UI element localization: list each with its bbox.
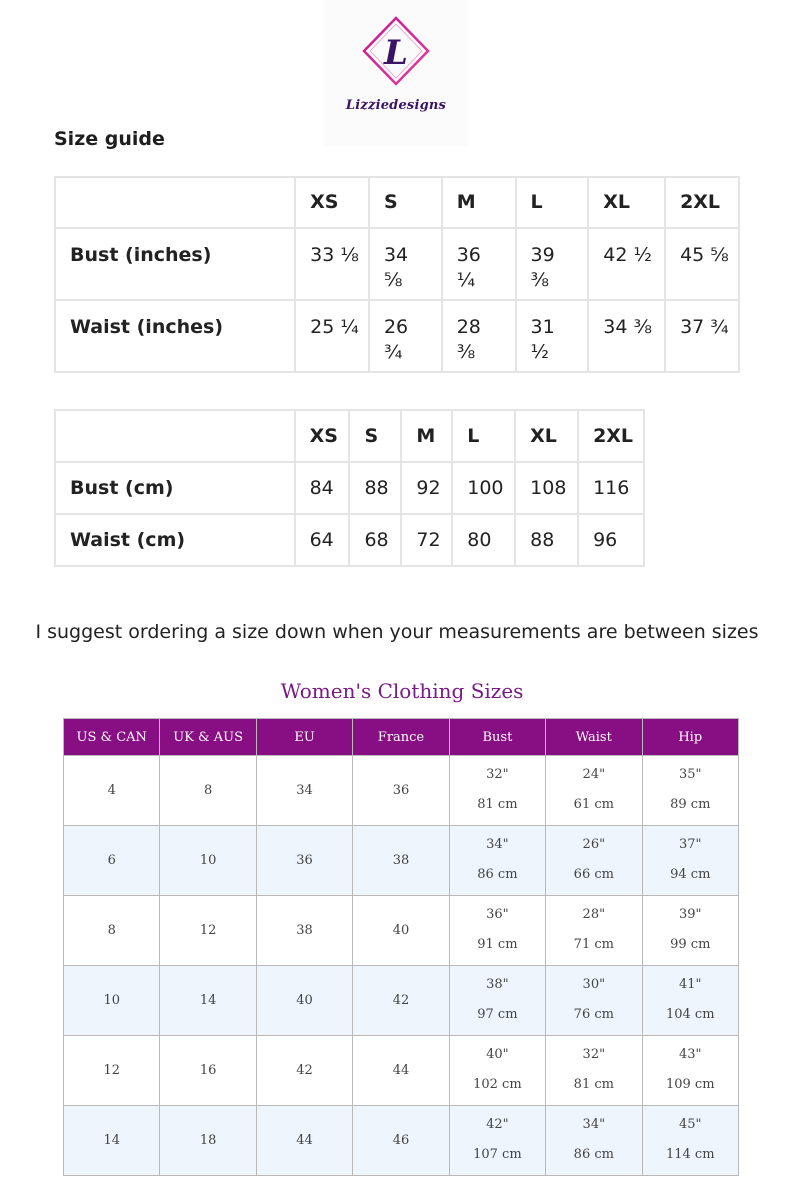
measure-inches: 37" — [679, 837, 702, 852]
measure-cm: 89 cm — [670, 797, 711, 812]
measure-inches: 26" — [582, 837, 606, 852]
table-cell: 108 — [515, 462, 578, 514]
table-cell: 34 — [256, 756, 352, 826]
table-cell — [546, 1036, 642, 1106]
header-cell — [55, 177, 295, 228]
table-row — [55, 228, 739, 300]
brand-logo — [324, 0, 468, 146]
table-row — [64, 896, 739, 966]
sizing-note: I suggest ordering a size down when your measurements are between sizes — [35, 621, 759, 643]
measure-inches: 35" — [679, 767, 702, 782]
measure-cm: 99 cm — [670, 937, 711, 952]
measure-inches: 24" — [582, 767, 606, 782]
table-cell: 72 — [401, 514, 452, 566]
table-cell: 12 — [64, 1036, 160, 1106]
table-cell: 44 — [353, 1036, 449, 1106]
table-row — [55, 300, 739, 372]
table-cell — [642, 896, 738, 966]
header-cell: 2XL — [665, 177, 739, 228]
table-cell: 33 ⅛ — [295, 228, 369, 300]
measure-cm: 71 cm — [573, 937, 614, 952]
table-cell: 10 — [160, 826, 256, 896]
measure-cm: 104 cm — [665, 1007, 715, 1022]
measure-inches: 45" — [679, 1117, 702, 1132]
measure-inches: 43" — [679, 1047, 702, 1062]
table-cell: 8 — [160, 756, 256, 826]
table-cell: 42 ½ — [588, 228, 665, 300]
table-cell: 116 — [578, 462, 644, 514]
measure-cm: 86 cm — [573, 1147, 614, 1162]
table-cell — [642, 966, 738, 1036]
table-cell: 96 — [578, 514, 644, 566]
table-row — [64, 1036, 739, 1106]
logo-letter: L — [384, 33, 408, 73]
header-cell: L — [452, 410, 515, 462]
table-cell: 40 — [353, 896, 449, 966]
measure-cm: 102 cm — [473, 1077, 522, 1092]
table-cell — [449, 966, 545, 1036]
header-cell: XS — [295, 410, 350, 462]
logo-diamond-icon — [324, 0, 468, 146]
table-row — [55, 462, 644, 514]
header-cell: US & CAN — [64, 719, 160, 756]
measure-cm: 109 cm — [665, 1077, 715, 1092]
table-cell: 80 — [452, 514, 515, 566]
table-cell: 42 — [256, 1036, 352, 1106]
table-cell: 88 — [515, 514, 578, 566]
table-cell — [449, 1036, 545, 1106]
table-cell: 88 — [349, 462, 401, 514]
measure-cm: 107 cm — [473, 1147, 522, 1162]
measure-inches: 41" — [679, 977, 702, 992]
table-cell: 100 — [452, 462, 515, 514]
table-cell — [642, 756, 738, 826]
table-cell: 37 ¾ — [665, 300, 739, 372]
header-cell: M — [401, 410, 452, 462]
table-header-row — [55, 410, 644, 462]
table-cell: 36 — [256, 826, 352, 896]
size-guide-title: Size guide — [54, 128, 165, 150]
table-cell — [642, 1106, 738, 1176]
table-header-row — [64, 719, 739, 756]
table-cell — [449, 1106, 545, 1176]
measure-cm: 81 cm — [573, 1077, 614, 1092]
table-cell: 40 — [256, 966, 352, 1036]
table-cell: 4 — [64, 756, 160, 826]
table-cell: 34 ⅝ — [369, 228, 442, 300]
measure-inches: 32" — [582, 1047, 606, 1062]
table-cell — [642, 1036, 738, 1106]
measure-inches: 32" — [486, 767, 509, 782]
table-cell: 18 — [160, 1106, 256, 1176]
header-cell: S — [349, 410, 401, 462]
measure-cm: 94 cm — [670, 867, 711, 882]
table-cell — [449, 756, 545, 826]
table-cell: 36 ¼ — [442, 228, 516, 300]
measure-cm: 76 cm — [573, 1007, 614, 1022]
table-cell: 92 — [401, 462, 452, 514]
table-row — [64, 756, 739, 826]
table-cell — [449, 896, 545, 966]
table-cell — [546, 896, 642, 966]
table-cell: 14 — [160, 966, 256, 1036]
table-cell: 34 ⅜ — [588, 300, 665, 372]
table-cell: 38 — [256, 896, 352, 966]
table-cell: 6 — [64, 826, 160, 896]
table-cell: 46 — [353, 1106, 449, 1176]
header-cell: S — [369, 177, 442, 228]
table-cell — [546, 966, 642, 1036]
header-cell: L — [516, 177, 589, 228]
header-cell: XS — [295, 177, 369, 228]
header-cell: Bust — [449, 719, 545, 756]
measure-cm: 81 cm — [477, 797, 518, 812]
measure-inches: 39" — [679, 907, 702, 922]
measure-cm: 91 cm — [477, 937, 518, 952]
table-row — [64, 966, 739, 1036]
header-cell: France — [353, 719, 449, 756]
measure-inches: 28" — [582, 907, 606, 922]
table-cell: 45 ⅝ — [665, 228, 739, 300]
measure-cm: 97 cm — [477, 1007, 518, 1022]
table-cell: 14 — [64, 1106, 160, 1176]
row-label: Waist (cm) — [55, 514, 295, 566]
measure-inches: 40" — [486, 1047, 509, 1062]
header-cell: EU — [256, 719, 352, 756]
row-label: Bust (cm) — [55, 462, 295, 514]
measure-inches: 34" — [486, 837, 509, 852]
measure-cm: 66 cm — [573, 867, 614, 882]
header-cell: M — [442, 177, 516, 228]
table-cell: 36 — [353, 756, 449, 826]
table-cell — [546, 756, 642, 826]
table-cell — [642, 826, 738, 896]
table-cell: 16 — [160, 1036, 256, 1106]
table-cell — [546, 826, 642, 896]
size-guide-inches-table — [54, 176, 740, 373]
measure-inches: 34" — [582, 1117, 606, 1132]
table-cell: 84 — [295, 462, 350, 514]
table-row — [55, 514, 644, 566]
row-label: Bust (inches) — [55, 228, 295, 300]
measure-cm: 114 cm — [665, 1147, 715, 1162]
womens-sizes-table — [63, 718, 739, 1176]
table-cell: 68 — [349, 514, 401, 566]
table-cell: 31 ½ — [516, 300, 589, 372]
header-cell: XL — [588, 177, 665, 228]
table-cell: 42 — [353, 966, 449, 1036]
table-row — [64, 1106, 739, 1176]
measure-inches: 42" — [486, 1117, 509, 1132]
womens-sizes-title: Women's Clothing Sizes — [280, 679, 524, 703]
table-header-row — [55, 177, 739, 228]
table-cell: 12 — [160, 896, 256, 966]
table-cell: 8 — [64, 896, 160, 966]
size-guide-cm-table — [54, 409, 645, 567]
row-label: Waist (inches) — [55, 300, 295, 372]
table-cell: 38 — [353, 826, 449, 896]
header-cell: Waist — [546, 719, 642, 756]
header-cell: 2XL — [578, 410, 644, 462]
logo-brand-name: Lizziedesigns — [345, 98, 447, 113]
measure-cm: 61 cm — [573, 797, 614, 812]
header-cell: Hip — [642, 719, 738, 756]
measure-inches: 38" — [486, 977, 509, 992]
table-cell: 25 ¼ — [295, 300, 369, 372]
table-row — [64, 826, 739, 896]
table-cell: 39 ⅜ — [516, 228, 589, 300]
table-cell — [546, 1106, 642, 1176]
table-cell — [449, 826, 545, 896]
table-cell: 44 — [256, 1106, 352, 1176]
measure-inches: 36" — [486, 907, 509, 922]
measure-cm: 86 cm — [477, 867, 518, 882]
measure-inches: 30" — [582, 977, 606, 992]
header-cell — [55, 410, 295, 462]
table-cell: 64 — [295, 514, 350, 566]
table-cell: 28 ⅜ — [442, 300, 516, 372]
table-cell: 26 ¾ — [369, 300, 442, 372]
table-cell: 10 — [64, 966, 160, 1036]
header-cell: XL — [515, 410, 578, 462]
header-cell: UK & AUS — [160, 719, 256, 756]
